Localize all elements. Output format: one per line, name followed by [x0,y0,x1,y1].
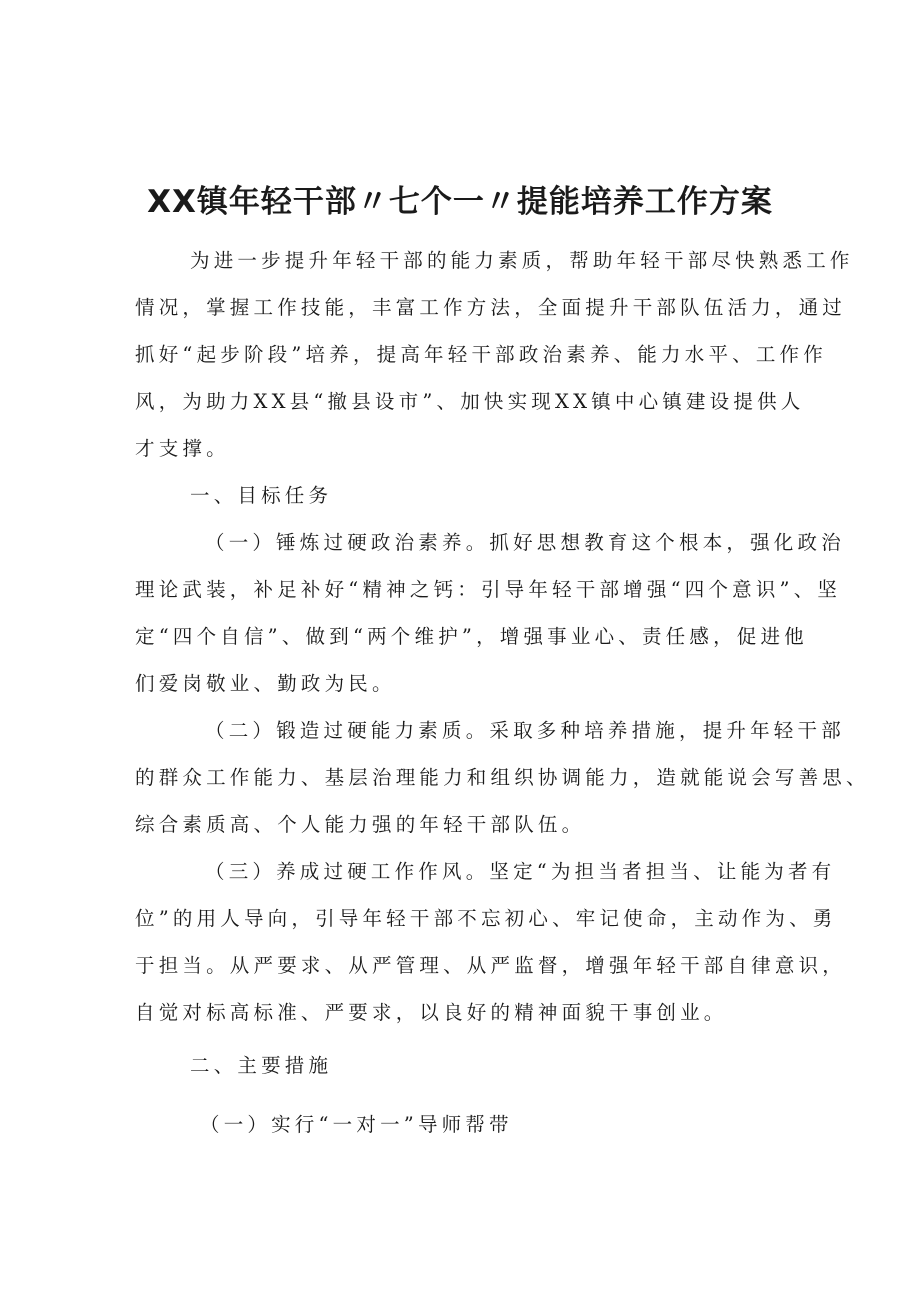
paragraph-line: 于担当。从严要求、从严管理、从严监督，增强年轻干部自律意识， [135,954,847,977]
paragraph-line: （三）养成过硬工作作风。坚定“为担当者担当、让能为者有 [205,860,836,883]
paragraph-line: 定“四个自信”、做到“两个维护”，增强事业心、责任感，促进他 [135,625,808,648]
paragraph-line: 综合素质高、个人能力强的年轻干部队伍。 [135,813,586,836]
section-heading: 一、目标任务 [190,484,333,507]
paragraph-line: 才支撑。 [135,437,230,460]
paragraph-line: 们爱岗敬业、勤政为民。 [135,672,396,695]
paragraph-line: 抓好“起步阶段”培养，提高年轻干部政治素养、能力水平、工作作 [135,343,827,366]
paragraph-line: 为进一步提升年轻干部的能力素质，帮助年轻干部尽快熟悉工作 [190,249,854,272]
section-heading: 二、主要措施 [190,1054,333,1077]
paragraph-line: （二）锻造过硬能力素质。采取多种培养措施，提升年轻干部 [205,719,845,742]
paragraph-line: 的群众工作能力、基层治理能力和组织协调能力，造就能说会写善思、 [135,766,870,789]
subsection-heading: （一）实行“一对一”导师帮带 [200,1113,513,1136]
paragraph-line: 自觉对标高标准、严要求，以良好的精神面貌干事创业。 [135,1001,728,1024]
paragraph-line: 情况，掌握工作技能，丰富工作方法，全面提升干部队伍活力，通过 [135,296,847,319]
paragraph-line: （一）锤炼过硬政治素养。抓好思想教育这个根本，强化政治 [205,531,845,554]
paragraph-line: 理论武装，补足补好“精神之钙：引导年轻干部增强“四个意识”、坚 [135,578,842,601]
document-title: XX镇年轻干部〃七个一〃提能培养工作方案 [147,184,773,220]
paragraph-line: 位”的用人导向，引导年轻干部不忘初心、牢记使命，主动作为、勇 [135,907,837,930]
paragraph-line: 风，为助力XX县“撤县设市”、加快实现XX镇中心镇建设提供人 [135,390,805,413]
